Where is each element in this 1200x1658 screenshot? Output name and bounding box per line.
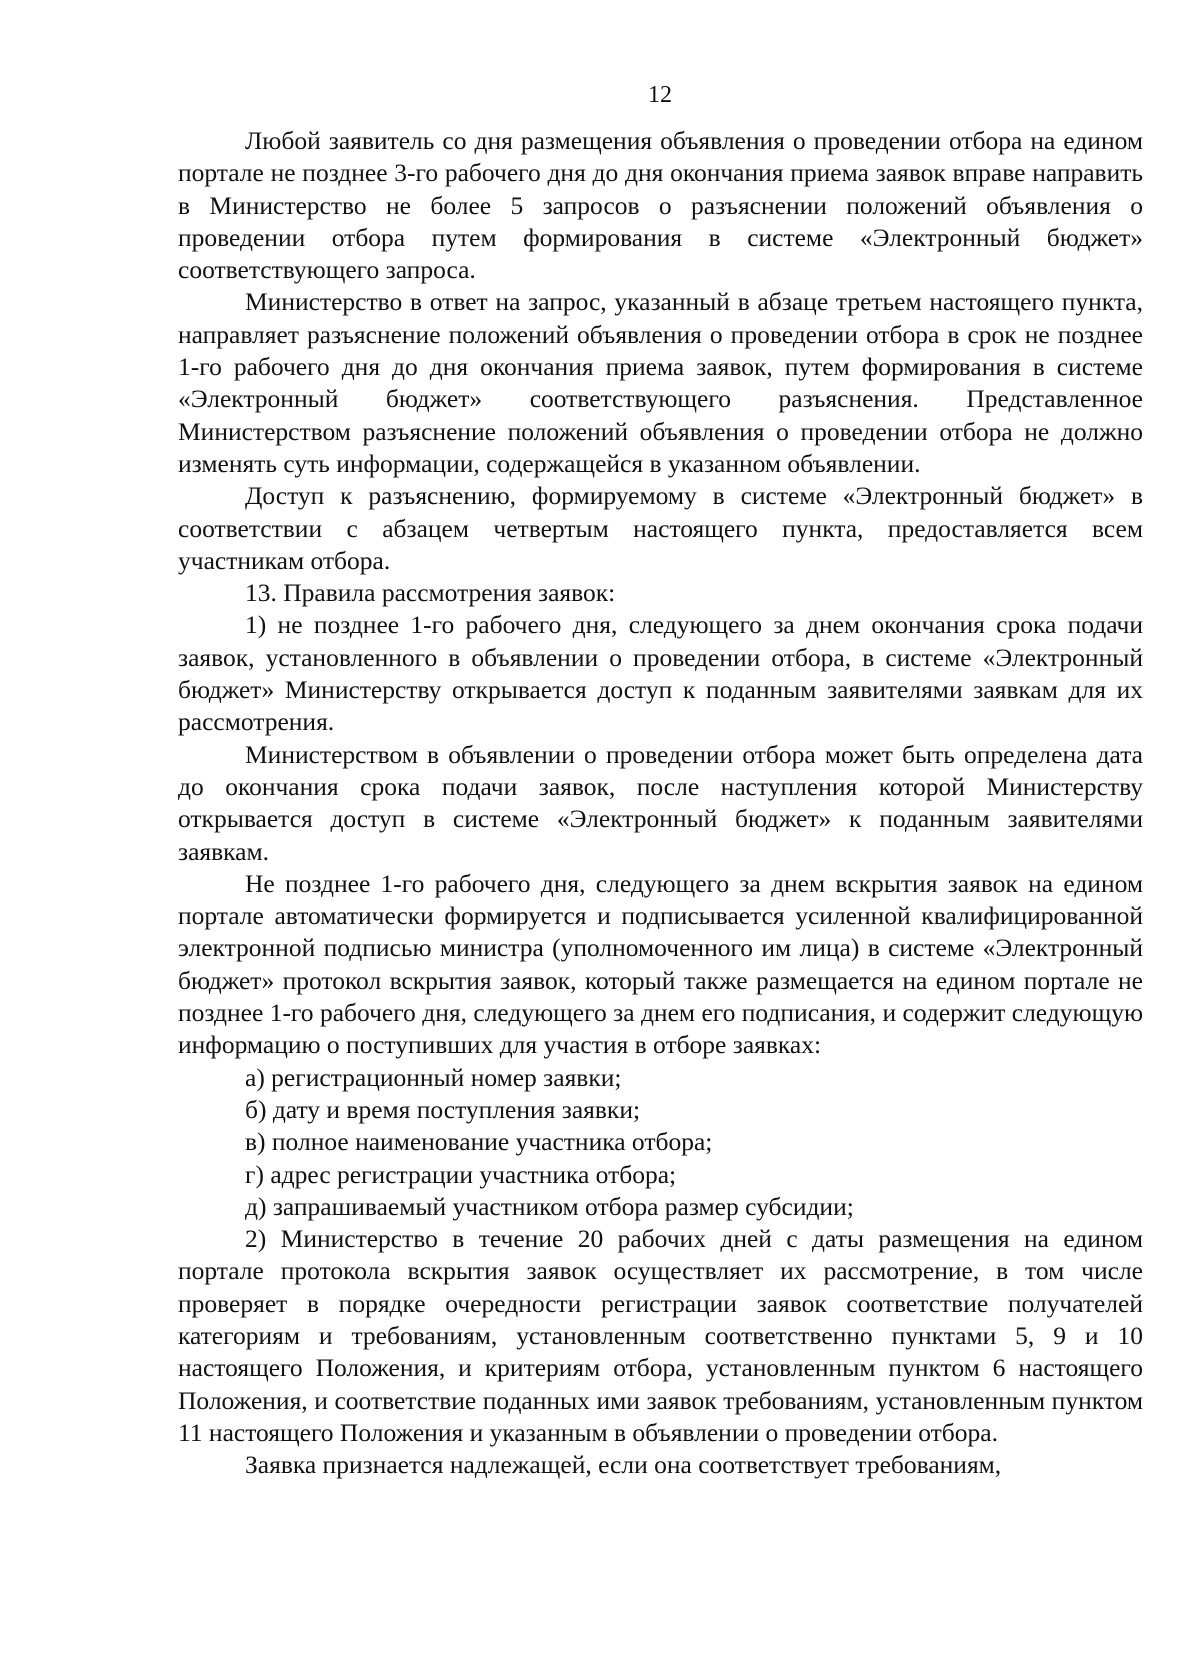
paragraph-7: Не позднее 1-го рабочего дня, следующего за днем вскрытия заявок на едином портале автоматически формируется и подписывается усиленной квалифицированной электронной подписью министра (уполномоченного им лица) в системе «Электронный бюджет» протокол вскрытия заявок, который также размещается на едином портале не позднее 1-го рабочего дня, следующего за днем его подписания, и содержит следующую информацию о поступивших для участия в отборе заявках: (178, 868, 1143, 1060)
list-item-a: а) регистрационный номер заявки; (245, 1062, 622, 1092)
paragraph-6: Министерством в объявлении о проведении отбора может быть определена дата до окончания срока подачи заявок, после наступления которой Министерству открывается доступ в системе «Электронный бюджет» к поданным заявителями заявкам. (178, 739, 1143, 866)
paragraph-item-2: 2) Министерство в течение 20 рабочих дней с даты размещения на едином портале протокола вскрытия заявок осуществляет их рассмотрение, в том числе проверяет в порядке очередности регистрации заявок соответствие получателей категориям и требованиям, установленным соответственно пунктами 5, 9 и 10 настоящего Положения, и критериям отбора, установленным пунктом 6 настоящего Положения, и соответствие поданных ими заявок требованиям, установленным пунктом 11 настоящего Положения и указанным в объявлении о проведении отбора. (178, 1224, 1143, 1447)
list-item-d: д) запрашиваемый участником отбора размер субсидии; (245, 1191, 854, 1221)
list-item-v: в) полное наименование участника отбора; (245, 1127, 713, 1157)
paragraph-1: Любой заявитель со дня размещения объявления о проведении отбора на едином портале не позднее 3-го рабочего дня до дня окончания приема заявок вправе направить в Министерство не более 5 запросов о разъяснении положений объявления о проведении отбора путем формирования в системе «Электронный бюджет» соответствующего запроса. (178, 126, 1143, 285)
list-item-g: г) адрес регистрации участника отбора; (245, 1159, 677, 1189)
paragraph-last: Заявка признается надлежащей, если она соответствует требованиям, (245, 1450, 1002, 1480)
document-body (178, 125, 1143, 1481)
paragraph-3: Доступ к разъяснению, формируемому в системе «Электронный бюджет» в соответствии с абзацем четвертым настоящего пункта, предоставляется всем участникам отбора. (178, 481, 1143, 575)
page-number: 12 (648, 82, 672, 108)
paragraph-item-1: 1) не позднее 1-го рабочего дня, следующего за днем окончания срока подачи заявок, установленного в объявлении о проведении отбора, в системе «Электронный бюджет» Министерству открывается доступ к поданным заявителями заявкам для их рассмотрения. (178, 610, 1143, 737)
section-13-heading: 13. Правила рассмотрения заявок: (245, 578, 616, 608)
list-item-b: б) дату и время поступления заявки; (245, 1094, 641, 1124)
paragraph-2: Министерство в ответ на запрос, указанный в абзаце третьем настоящего пункта, направляет разъяснение положений объявления о проведении отбора в срок не позднее 1-го рабочего дня до дня окончания приема заявок, путем формирования в системе «Электронный бюджет» соответствующего разъяснения. Представленное Министерством разъяснение положений объявления о проведении отбора не должно изменять суть информации, содержащейся в указанном объявлении. (178, 287, 1143, 478)
